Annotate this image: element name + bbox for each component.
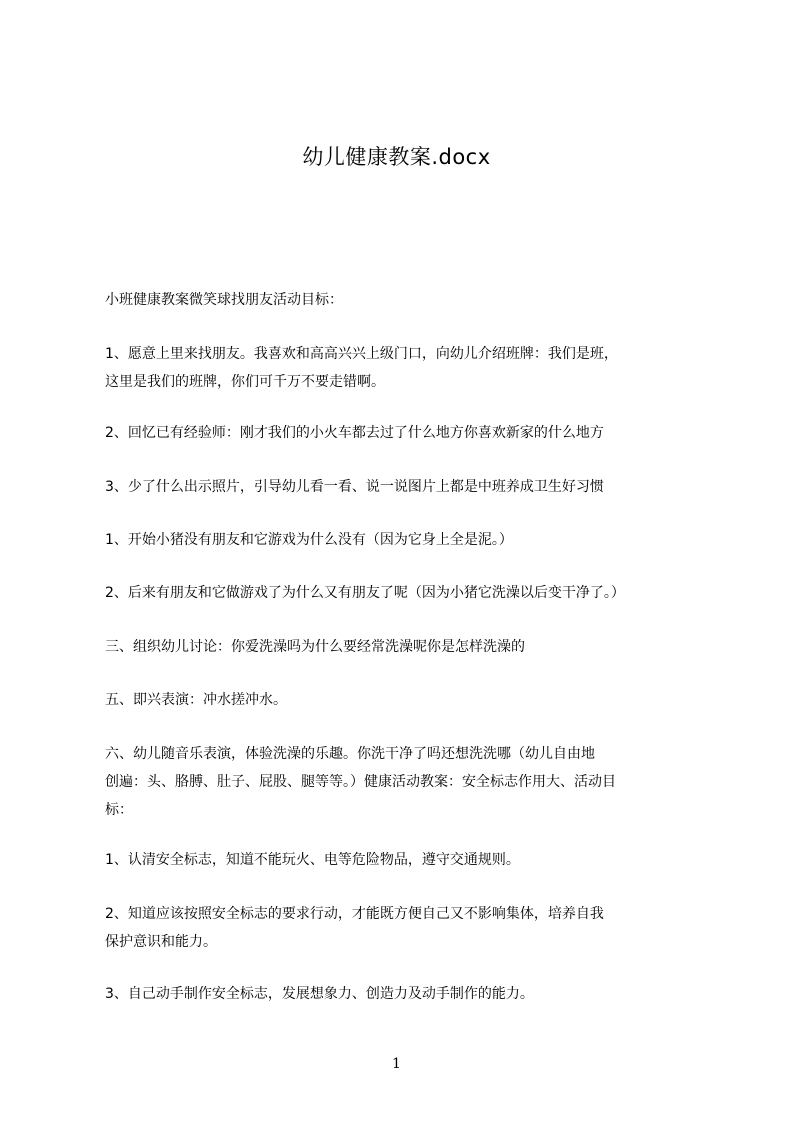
paragraph-item bbox=[105, 419, 725, 447]
paragraph-item bbox=[105, 900, 725, 956]
paragraph-line: 保护意识和能力。 bbox=[105, 934, 217, 950]
paragraph-line: 标： bbox=[105, 802, 133, 818]
paragraph-item bbox=[105, 579, 725, 607]
paragraph-line: 3、自己动手制作安全标志，发展想象力、创造力及动手制作的能力。 bbox=[105, 986, 534, 1002]
paragraph-line: 1、开始小猪没有朋友和它游戏为什么没有（因为它身上全是泥。） bbox=[105, 532, 513, 548]
paragraph-line: 三、组织幼儿讨论：你爱洗澡吗为什么要经常洗澡呢你是怎样洗澡的 bbox=[105, 639, 525, 655]
page-number: 1 bbox=[392, 1056, 401, 1072]
paragraph-line: 1、认清安全标志，知道不能玩火、电等危险物品，遵守交通规则。 bbox=[105, 852, 520, 868]
paragraph-line: 这里是我们的班牌，你们可千万不要走错啊。 bbox=[105, 374, 385, 390]
paragraph-item bbox=[105, 633, 725, 661]
document-title: 幼儿健康教案.docx bbox=[302, 145, 491, 169]
paragraph-line: 小班健康教案微笑球找朋友活动目标： bbox=[105, 292, 343, 308]
paragraph-line: 2、知道应该按照安全标志的要求行动，才能既方便自己又不影响集体，培养自我 bbox=[105, 906, 604, 922]
paragraph-objectives-heading bbox=[105, 286, 725, 314]
paragraph-line: 1、愿意上里来找朋友。我喜欢和高高兴兴上级门口，向幼儿介绍班牌：我们是班， bbox=[105, 346, 618, 362]
paragraph-item bbox=[105, 980, 725, 1008]
paragraph-item bbox=[105, 846, 725, 874]
paragraph-item bbox=[105, 526, 725, 554]
paragraph-item bbox=[105, 740, 725, 824]
paragraph-item bbox=[105, 686, 725, 714]
paragraph-line: 2、后来有朋友和它做游戏了为什么又有朋友了呢（因为小猪它洗澡以后变干净了。） bbox=[105, 585, 625, 601]
paragraph-item bbox=[105, 473, 725, 501]
paragraph-line: 创遍：头、胳膊、肚子、屁股、腿等等。）健康活动教案：安全标志作用大、活动目 bbox=[105, 774, 616, 790]
paragraph-line: 六、幼儿随音乐表演，体验洗澡的乐趣。你洗干净了吗还想洗洗哪（幼儿自由地 bbox=[105, 746, 595, 762]
paragraph-line: 五、即兴表演：冲水搓冲水。 bbox=[105, 692, 287, 708]
paragraph-line: 2、回忆已有经验师：刚才我们的小火车都去过了什么地方你喜欢新家的什么地方 bbox=[105, 425, 604, 441]
paragraph-line: 3、少了什么出示照片，引导幼儿看一看、说一说图片上都是中班养成卫生好习惯 bbox=[105, 479, 604, 495]
paragraph-item bbox=[105, 340, 725, 396]
